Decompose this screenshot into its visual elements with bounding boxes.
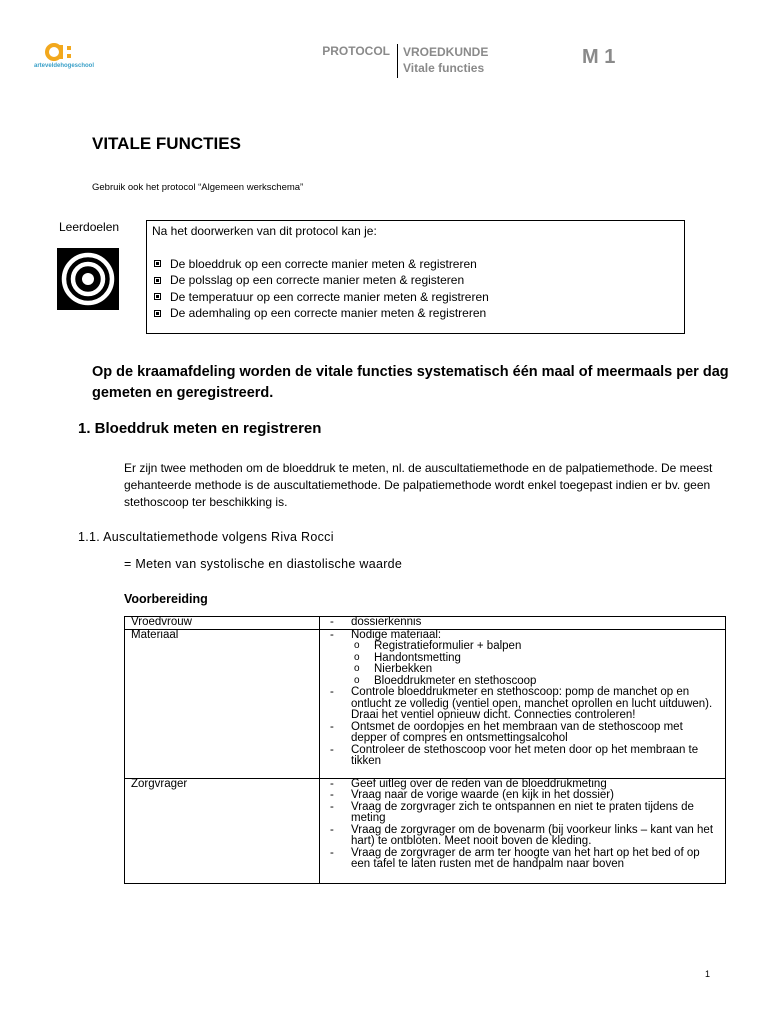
list-item: - dossierkennis	[326, 617, 719, 629]
row-content	[320, 629, 726, 778]
bullet-icon	[154, 277, 161, 284]
learning-goal-item	[152, 272, 679, 289]
page-subtitle: Gebruik ook het protocol “Algemeen werkschema”	[92, 182, 304, 193]
list-item: - Geef uitleg over de reden van de bloeddrukmeting	[326, 779, 719, 791]
header-topic: Vitale functies	[403, 61, 485, 75]
logo-text: arteveldehogeschool	[34, 63, 95, 69]
preparation-table	[124, 616, 726, 884]
learning-goal-item	[152, 256, 679, 273]
header-divider	[397, 44, 398, 78]
learning-goal-text: De ademhaling op een correcte manier meten & registreren	[170, 306, 487, 320]
list-item: - Vraag de zorgvrager om de bovenarm (bij voorkeur links – kant van het hart) te ontbloten. Meet nooit boven de kleding.	[326, 825, 719, 848]
learning-goal-item	[152, 289, 679, 306]
row-label: Vroedvrouw	[125, 617, 320, 630]
header-subject	[403, 44, 488, 76]
learning-goal-text: De polsslag op een correcte manier meten & registeren	[170, 273, 465, 287]
dash-list	[326, 617, 719, 629]
dash-list	[326, 779, 719, 871]
table-row	[125, 629, 726, 778]
row-label: Zorgvrager	[125, 778, 320, 883]
header-department: VROEDKUNDE	[403, 45, 489, 59]
row-label: Materiaal	[125, 629, 320, 778]
definition-text: = Meten van systolische en diastolische waarde	[124, 557, 403, 571]
bullet-icon	[154, 260, 161, 267]
sub-list-item: o Handontsmetting	[326, 653, 719, 665]
learning-goals-intro: Na het doorwerken van dit protocol kan je:	[152, 224, 377, 238]
page-title: VITALE FUNCTIES	[92, 134, 241, 153]
list-item: - Vraag de zorgvrager de arm ter hoogte van het hart op het bed of op een tafel te laten rusten met de handpalm naar boven	[326, 848, 719, 871]
learning-goals-box	[146, 220, 685, 334]
sub-list	[326, 641, 719, 687]
school-logo	[34, 42, 94, 74]
list-item: - Vraag de zorgvrager zich te ontspannen en niet te praten tijdens de meting	[326, 802, 719, 825]
section-paragraph: Er zijn twee methoden om de bloeddruk te meten, nl. de auscultatiemethode en de palpatiemethode. De meest gehanteerde methode is de auscultatiemethode. De palpatiemethode wordt enkel toegepast indien er bv. geen stethoscoop ter beschikking is.	[124, 461, 713, 509]
table-row	[125, 778, 726, 883]
sub-list-item: o Nierbekken	[326, 664, 719, 676]
list-item: - Vraag naar de vorige waarde (en kijk in het dossier)	[326, 790, 719, 802]
logo-mark-icon	[42, 42, 82, 62]
page-number: 1	[705, 969, 711, 979]
learning-goals-list	[152, 256, 679, 322]
section-heading: 1. Bloeddruk meten en registreren	[78, 420, 322, 437]
module-code: M 1	[582, 46, 616, 68]
sub-list-item: o Registratieformulier + balpen	[326, 641, 719, 653]
row-content	[320, 617, 726, 630]
table-row	[125, 617, 726, 630]
learning-goal-text: De temperatuur op een correcte manier meten & registreren	[170, 289, 489, 304]
target-icon	[57, 248, 119, 310]
list-item: - Controleer de stethoscoop voor het meten door op het membraan te tikken	[326, 745, 719, 768]
dash-list	[326, 687, 719, 768]
preparation-heading: Voorbereiding	[124, 592, 208, 606]
bullet-icon	[154, 293, 161, 300]
bullet-icon	[154, 310, 161, 317]
lead-paragraph: Op de kraamafdeling worden de vitale functies systematisch één maal of meermaals per dag gemeten en geregistreerd.	[92, 364, 729, 401]
row-content	[320, 778, 726, 883]
list-item-text: Nodige materiaal:	[351, 628, 442, 641]
learning-goal-item	[152, 305, 679, 322]
list-item: - Controle bloeddrukmeter en stethoscoop: pomp de manchet op en ontlucht ze volledig (ventiel open, manchet oprollen en lucht uitduwen). Draai het ventiel opnieuw dicht. Connecties controleren!	[326, 687, 719, 722]
subsection-heading: 1.1. Auscultatiemethode volgens Riva Rocci	[78, 530, 334, 544]
sub-list-item: o Bloeddrukmeter en stethoscoop	[326, 676, 719, 688]
header-protocol-label: PROTOCOL	[322, 44, 390, 58]
learning-goals-label: Leerdoelen	[59, 220, 120, 234]
list-item: - Ontsmet de oordopjes en het membraan van de stethoscoop met depper of compres en ontsmettingsalcohol	[326, 722, 719, 745]
learning-goal-text: De bloeddruk op een correcte manier meten & registreren	[170, 256, 477, 271]
